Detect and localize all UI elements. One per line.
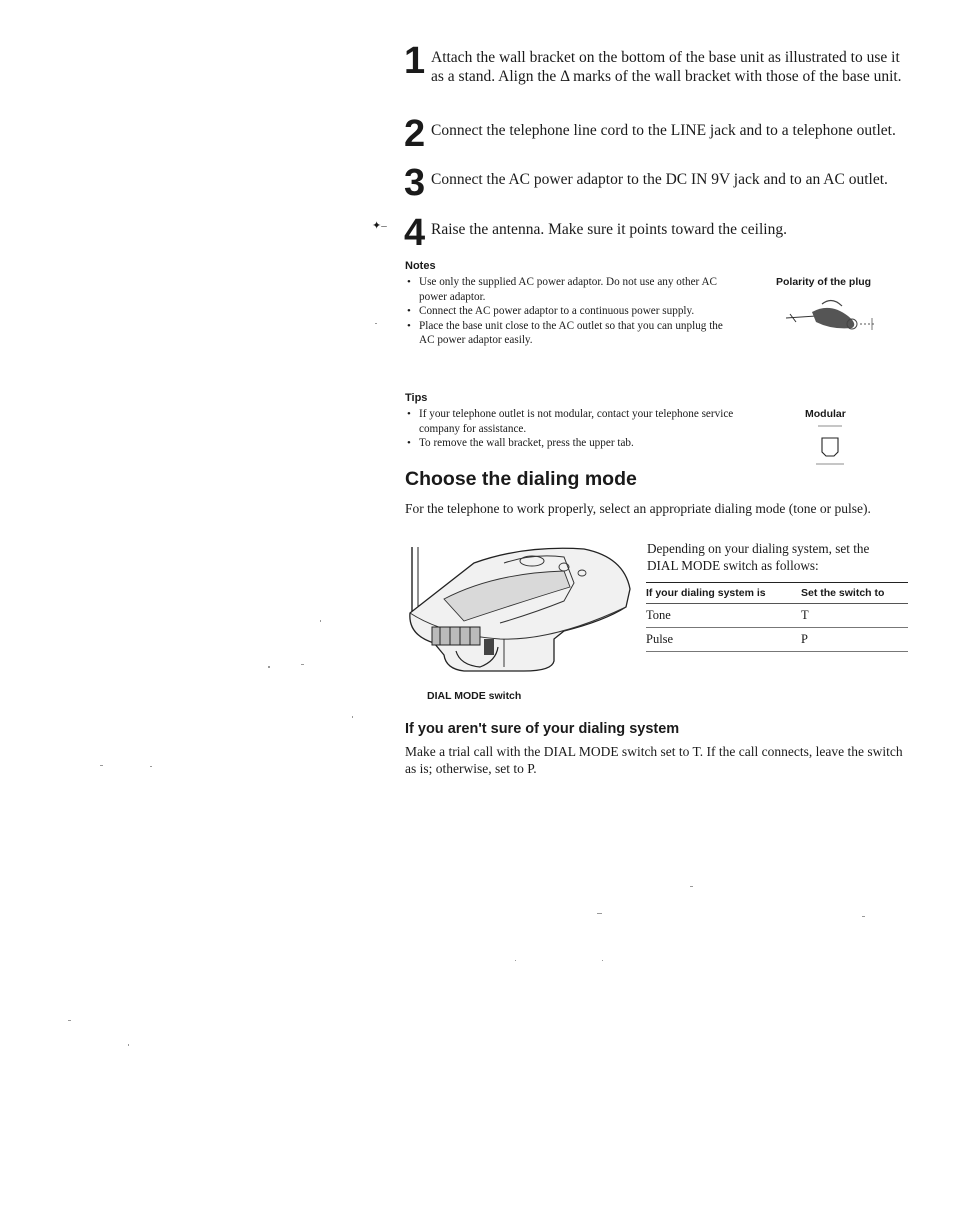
- dial-mode-switch-label: DIAL MODE switch: [427, 690, 522, 702]
- scan-speck: [268, 666, 270, 668]
- step-text: Connect the AC power adaptor to the DC IN 9V jack and to an AC outlet.: [431, 171, 888, 188]
- notes-list: [405, 275, 735, 348]
- step-number: 1: [404, 40, 426, 82]
- polarity-figure-label: Polarity of the plug: [776, 276, 872, 288]
- scan-speck: [150, 766, 152, 767]
- arrow-marker-icon: ✦–: [372, 220, 387, 232]
- dial-mode-table-wrap: [646, 582, 908, 652]
- table-cell: Pulse: [646, 628, 801, 652]
- table-cell: T: [801, 604, 908, 628]
- step-4: [404, 212, 904, 254]
- scan-speck: [862, 916, 865, 917]
- plug-polarity-icon: [786, 296, 880, 336]
- table-row: [646, 628, 908, 652]
- table-row: [646, 604, 908, 628]
- step-number: 4: [404, 212, 426, 254]
- list-item: • To remove the wall bracket, press the upper tab.: [405, 436, 775, 451]
- list-item: • Connect the AC power adaptor to a continuous power supply.: [405, 304, 735, 319]
- table-header: Set the switch to: [801, 583, 908, 604]
- tips-list: [405, 407, 775, 451]
- scan-speck: [100, 765, 103, 766]
- scan-speck: [597, 913, 602, 914]
- dial-mode-table: [646, 582, 908, 652]
- step-3: [404, 162, 904, 204]
- step-text: Attach the wall bracket on the bottom of the base unit as illustrated to use it as a stand. Align the Δ marks of the wall bracket with those of the base unit.: [431, 49, 902, 85]
- step-number: 2: [404, 113, 426, 155]
- subsection-title: If you aren't sure of your dialing system: [405, 721, 680, 737]
- scan-speck: [515, 960, 516, 961]
- list-item: • If your telephone outlet is not modular, contact your telephone service company for assistance.: [405, 407, 775, 436]
- table-header-row: [646, 583, 908, 604]
- list-item: • Place the base unit close to the AC outlet so that you can unplug the AC power adaptor easily.: [405, 319, 735, 348]
- subsection-text: Make a trial call with the DIAL MODE switch set to T. If the call connects, leave the switch as is; otherwise, set to P.: [405, 744, 903, 776]
- tips-title: Tips: [405, 392, 428, 404]
- scan-speck: [602, 960, 603, 961]
- step-number: 3: [404, 162, 426, 204]
- section-intro: For the telephone to work properly, select an appropriate dialing mode (tone or pulse).: [405, 501, 871, 516]
- section-title: Choose the dialing mode: [405, 468, 637, 490]
- scan-speck: [375, 323, 377, 324]
- scan-speck: [320, 620, 321, 622]
- modular-figure-label: Modular: [805, 408, 846, 420]
- step-text: Connect the telephone line cord to the LINE jack and to a telephone outlet.: [431, 122, 896, 139]
- notes-block: [405, 260, 735, 348]
- table-header: If your dialing system is: [646, 583, 801, 604]
- scan-speck: [301, 664, 304, 665]
- step-text: Raise the antenna. Make sure it points toward the ceiling.: [431, 221, 787, 238]
- dial-mode-side-text: Depending on your dialing system, set the DIAL MODE switch as follows:: [647, 541, 870, 573]
- tips-block: [405, 392, 775, 451]
- scan-speck: [690, 886, 693, 887]
- modular-jack-icon: [812, 424, 848, 466]
- step-1: [404, 40, 904, 86]
- notes-title: Notes: [405, 260, 436, 272]
- scan-speck: [128, 1044, 129, 1046]
- base-unit-illustration: [404, 543, 636, 683]
- scan-speck: [352, 716, 353, 718]
- scan-speck: [68, 1020, 71, 1021]
- table-cell: Tone: [646, 604, 801, 628]
- step-2: [404, 113, 904, 155]
- table-cell: P: [801, 628, 908, 652]
- list-item: • Use only the supplied AC power adaptor. Do not use any other AC power adaptor.: [405, 275, 735, 304]
